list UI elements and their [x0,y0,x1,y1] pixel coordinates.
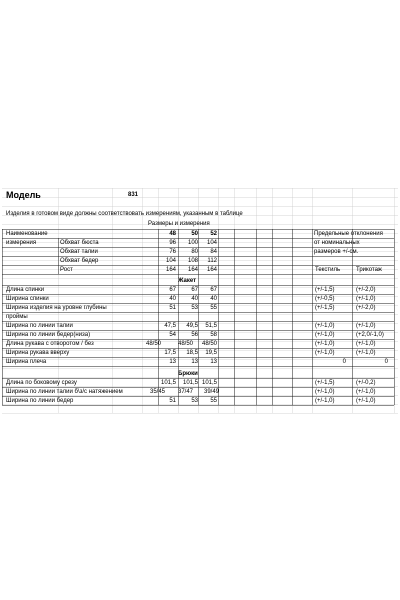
size-value: 100 [187,240,198,246]
row-label: Длина спинки [6,287,45,293]
size-value: 84 [210,249,217,255]
size-value: 18,5 [186,350,198,356]
tolerance-textile: (+/-1,5) [315,380,335,386]
size-value: 76 [169,249,176,255]
size-value: 13 [210,359,217,365]
tolerance-textile: (+/-1,0) [315,341,335,347]
size-value: 40 [210,296,217,302]
tolerance-knit: (+/-2,0) [356,287,376,293]
row-label: Длина по боковому срезу [6,380,77,386]
row-label: проймы [6,314,28,320]
row-label: Ширина по линии бедер [6,398,74,404]
tolerance-textile: (+/-1,0) [315,350,335,356]
size-value: 40 [169,296,176,302]
size-value: 164 [165,267,176,273]
row-label: Ширина плеча [6,359,47,365]
tolerance-textile: (+/-1,0) [315,323,335,329]
size-value: 67 [210,287,217,293]
size-value: 40 [191,296,198,302]
size-value: 55 [210,305,217,311]
model-label: Модель [6,190,41,200]
row-label: Ширина по линии талии б\з/с натяжением [6,389,123,395]
size-52: 52 [210,231,217,237]
tolerance-textile: 0 [342,359,346,365]
tolerance-knit: (+/-1,0) [356,341,376,347]
size-value: 37/47 [178,389,194,395]
tolerance-textile: (+/-1,5) [315,305,335,311]
size-value: 67 [191,287,198,293]
size-value [178,313,198,321]
size-value: 112 [207,258,217,264]
tolerance-knit: (+/-0,2) [356,380,376,386]
size-value: 56 [191,332,198,338]
size-value: 101,5 [201,380,217,386]
size-value: 104 [165,258,176,264]
size-value: 101,5 [182,380,198,386]
size-value: 53 [191,398,198,404]
row-label: Обхват бедер [60,258,99,264]
size-value: 164 [187,267,198,273]
size-48: 48 [169,231,176,237]
size-value: 49,5 [186,323,198,329]
row-label: Рост [60,267,73,273]
sizes-header: Размеры и измерения [148,221,210,227]
row-label: Ширина по линии бедер(низа) [6,332,91,338]
size-50: 50 [191,231,198,237]
size-value [158,313,176,321]
row-label: Обхват талии [60,249,98,255]
row-label: Ширина рукава вверху [6,350,70,356]
tolerance-knit: (+/-1,0) [356,398,376,404]
size-value: 39/49 [204,389,220,395]
tolerance-header-2: от номинальных [314,240,360,246]
size-value: 48/50 [178,341,194,347]
fabric-knit: Трикотаж [356,267,382,273]
tolerance-knit: (+/-2,0) [356,305,376,311]
size-value: 58 [210,332,217,338]
fabric-textile: Текстиль [315,267,341,273]
row-label: Ширина спинки [6,296,49,302]
intro-text: Изделия в готовом виде должны соответствовать измерениям, указанным в таблице [6,211,243,217]
jacket-title: Жакет [178,278,197,284]
size-value: 80 [191,249,198,255]
size-value: 35/45 [150,389,166,395]
name-label-1: Наименование [6,231,48,237]
size-value: 51 [169,398,176,404]
tolerance-knit: 0 [384,359,388,365]
tolerance-knit: (+2,0/-1,0) [356,332,384,338]
size-value: 13 [169,359,176,365]
size-value: 19,5 [205,350,217,356]
size-value: 17,5 [164,350,176,356]
model-number: 831 [128,192,139,198]
row-label: Ширина изделия на уровне глубины [6,305,107,311]
tolerance-textile: (+/-1,0) [315,389,335,395]
tolerance-textile: (+/-1,0) [315,332,335,338]
row-label: Ширина по линии талии [6,323,73,329]
tolerance-knit: (+/-1,0) [356,350,376,356]
tolerance-knit: (+/-1,0) [356,389,376,395]
size-value: 67 [169,287,176,293]
size-value: 48/50 [146,341,162,347]
size-value: 164 [206,267,217,273]
tolerance-knit: (+/-1,0) [356,296,376,302]
row-label: Длина рукава с отворотом / без [6,341,94,347]
pants-title: Брюки [178,371,198,377]
tolerance-textile: (+/-1,5) [315,287,335,293]
tolerance-header-1: Предельные отклонения [314,231,383,237]
size-value [198,313,217,321]
tolerance-textile: (+/-1,0) [315,398,335,404]
size-value: 48/50 [202,341,218,347]
size-value: 51,5 [205,323,217,329]
row-label: Обхват бюста [60,240,99,246]
size-value: 55 [210,398,217,404]
size-value: 53 [191,305,198,311]
name-label-2: измерения [6,240,37,246]
tolerance-textile: (+/-0,5) [315,296,335,302]
size-value: 54 [169,332,176,338]
tolerance-header-3: размеров +/-см. [314,249,359,255]
size-value: 13 [191,359,198,365]
size-value: 51 [169,305,176,311]
size-value: 96 [169,240,176,246]
size-value: 101,5 [160,380,176,386]
tolerance-knit: (+/-1,0) [356,323,376,329]
size-value: 108 [187,258,198,264]
size-value: 104 [206,240,217,246]
size-value: 47,5 [164,323,176,329]
